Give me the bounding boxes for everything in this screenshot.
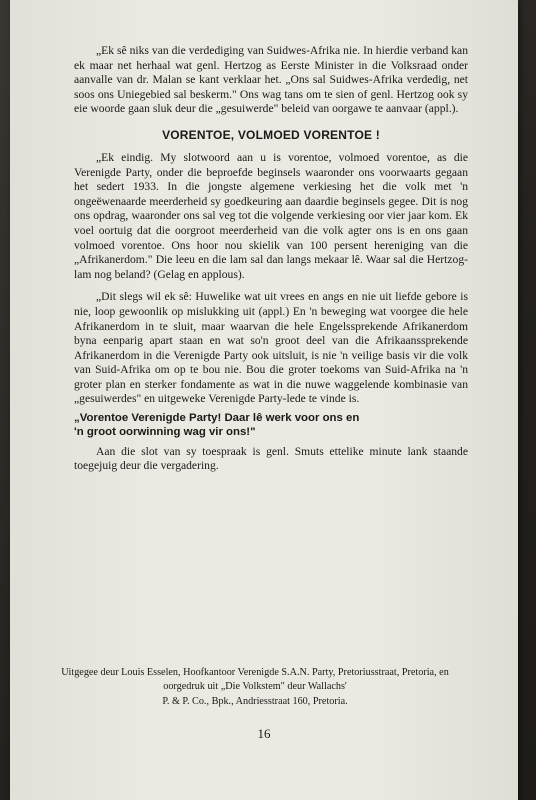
- pamphlet-page: [10, 0, 518, 800]
- spacer: [74, 282, 468, 290]
- paragraph-conclusion: „Ek eindig. My slotwoord aan u is vorentoe, volmoed vorentoe, as die Verenigde Party, onder die beproefde beginsels waaronder ons voorwaarts gegaan het sedert 1933. In die jongste algemene verkiesing het die volk met 'n ongeëwenaarde meerderheid sy goedkeuring aan daardie beginsels gegee. Dit is nog ons opdrag, waaronder ons sal veg tot die volgende verkiesing oor vier jaar kom. Ek voel oortuig dat die oorgroot meerderheid van die volk agter ons is en ons gaan volmoed vorentoe. Ons hoor nou skielik van 100 persent hereniging van die „Afrikanerdom." Die leeu en die lam sal dan langs mekaar lê. Waar sal die Hertzog-lam nog beland? (Gelag en applous).: [74, 150, 468, 281]
- imprint-line-1: Uitgegee deur Louis Esselen, Hoofkantoor Verenigde S.A.N. Party, Pretoriusstraat, Pretoria, en oorgedruk uit „Die Volkstem" deur Wallachs': [61, 667, 449, 693]
- paragraph-defence: „Ek sê niks van die verdediging van Suidwes-Afrika nie. In hierdie verband kan ek maar net herhaal wat genl. Hertzog as Eerste Minister in die Volksraad onder aanvalle van dr. Malan se kant verklaar het. „Ons sal Suidwes-Afrika verdedig, net soos ons Uniegebied sal beskerm." Ons wag tans om te sien of genl. Hertzog ook sy eie woorde gaan sluk deur die „gesuiwerde" beleid van oorgawe te aanvaar (appl.).: [74, 44, 468, 116]
- slogan-line-1: „Vorentoe Verenigde Party! Daar lê werk voor ons en: [74, 412, 360, 425]
- publisher-imprint: [50, 666, 460, 709]
- slogan-line-2: 'n groot oorwinning wag vir ons!": [74, 426, 256, 439]
- imprint-line-2: P. & P. Co., Bpk., Andriesstraat 160, Pretoria.: [162, 695, 348, 707]
- page-number: 16: [257, 726, 271, 741]
- section-heading: VORENTOE, VOLMOED VORENTOE !: [162, 127, 380, 142]
- paragraph-marriage: „Dit slegs wil ek sê: Huwelike wat uit vrees en angs en nie uit liefde gebore is nie, loop gewoonlik op mislukking uit (appl.) En 'n beweging wat voorgee die hele Afrikanerdom in te sluit, maar waarvan die hele Engelssprekende Afrikanerdom byna eenparig apart staan en wat so'n groot deel van die Afrikaanssprekende Afrikanerdom in die Verenigde Party ook uitsluit, is nie 'n veilige basis vir die volk van Suid-Afrika om op te bou nie. Bou die groter toekoms van Suid-Afrika na 'n groter plan en sterker fondamente as wat in die nuwe waggelende kombinasie van „gesuiwerdes" en uitgeweke Verenigde Party-lede te vinde is.: [74, 290, 468, 406]
- slogan: [74, 411, 468, 440]
- page-body: [74, 44, 468, 474]
- paragraph-closing: Aan die slot van sy toespraak is genl. Smuts ettelike minute lank staande toegejuig deur die vergadering.: [74, 444, 468, 473]
